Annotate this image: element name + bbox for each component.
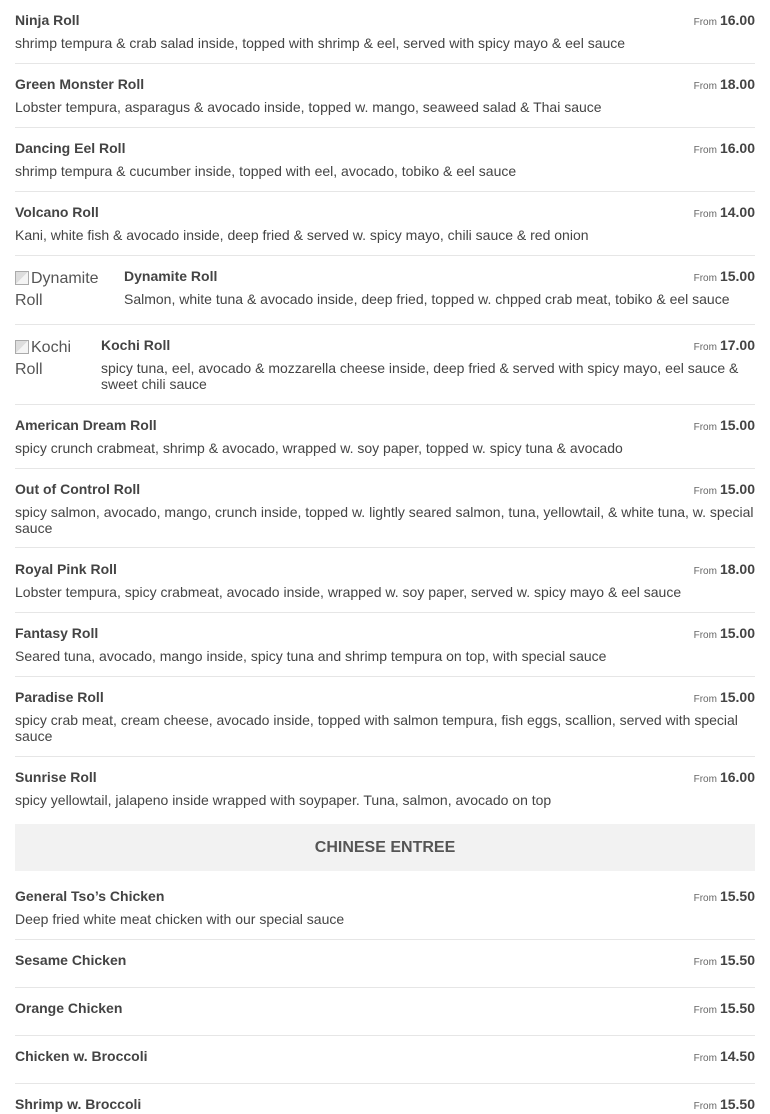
item-price bbox=[694, 12, 755, 28]
price-prefix: From bbox=[693, 422, 717, 433]
item-name: Volcano Roll bbox=[15, 204, 99, 220]
price-prefix: From bbox=[693, 893, 717, 904]
price-value: 15.00 bbox=[719, 268, 755, 284]
item-description: Deep fried white meat chicken with our special sauce bbox=[15, 911, 345, 927]
image-alt-text: Dynamite Roll bbox=[15, 270, 99, 309]
item-name: Out of Control Roll bbox=[15, 481, 141, 497]
menu-item[interactable] bbox=[15, 1092, 755, 1114]
menu-item[interactable] bbox=[15, 413, 755, 468]
item-price bbox=[694, 952, 755, 968]
menu-item[interactable] bbox=[15, 685, 755, 755]
item-name: Royal Pink Roll bbox=[15, 561, 117, 577]
price-value: 18.00 bbox=[719, 76, 755, 92]
item-description: Seared tuna, avocado, mango inside, spicy tuna and shrimp tempura on top, with special sauce bbox=[15, 648, 607, 664]
price-prefix: From bbox=[693, 17, 717, 28]
item-name: Shrimp w. Broccoli bbox=[15, 1096, 142, 1112]
price-prefix: From bbox=[693, 1053, 717, 1064]
price-value: 15.00 bbox=[719, 625, 755, 641]
divider bbox=[15, 324, 755, 325]
menu-item[interactable] bbox=[15, 948, 755, 987]
item-price bbox=[694, 140, 755, 156]
item-price bbox=[694, 561, 755, 577]
item-description: Lobster tempura, asparagus & avocado inside, topped w. mango, seaweed salad & Thai sauce bbox=[15, 99, 602, 115]
divider bbox=[15, 676, 755, 677]
item-description: spicy crab meat, cream cheese, avocado inside, topped with salmon tempura, fish eggs, scallion, served with special sauce bbox=[15, 712, 738, 744]
item-price bbox=[694, 1096, 755, 1112]
item-description: spicy tuna, eel, avocado & mozzarella cheese inside, deep fried & served with spicy mayo, eel sauce & sweet chili sauce bbox=[101, 360, 739, 392]
price-prefix: From bbox=[693, 630, 717, 641]
price-prefix: From bbox=[693, 774, 717, 785]
price-prefix: From bbox=[693, 957, 717, 968]
item-image bbox=[15, 337, 90, 381]
price-value: 15.50 bbox=[719, 888, 755, 904]
price-value: 15.50 bbox=[719, 1000, 755, 1016]
price-prefix: From bbox=[693, 694, 717, 705]
item-description: spicy yellowtail, jalapeno inside wrapped with soypaper. Tuna, salmon, avocado on top bbox=[15, 792, 552, 808]
price-prefix: From bbox=[693, 566, 717, 577]
item-price bbox=[694, 1000, 755, 1016]
broken-image-icon bbox=[15, 271, 29, 285]
item-name: Dancing Eel Roll bbox=[15, 140, 126, 156]
price-prefix: From bbox=[693, 209, 717, 220]
menu-item[interactable] bbox=[15, 200, 755, 255]
image-alt-text: Kochi Roll bbox=[15, 339, 72, 378]
menu-item[interactable] bbox=[15, 72, 755, 127]
item-price bbox=[694, 689, 755, 705]
item-name: Chicken w. Broccoli bbox=[15, 1048, 148, 1064]
price-value: 14.50 bbox=[719, 1048, 755, 1064]
item-name: Dynamite Roll bbox=[124, 268, 218, 284]
price-value: 16.00 bbox=[719, 140, 755, 156]
price-prefix: From bbox=[693, 81, 717, 92]
menu-item[interactable] bbox=[15, 884, 755, 939]
menu-item[interactable] bbox=[15, 264, 755, 324]
price-prefix: From bbox=[693, 342, 717, 353]
menu-item[interactable] bbox=[15, 8, 755, 63]
item-description: shrimp tempura & cucumber inside, topped with eel, avocado, tobiko & eel sauce bbox=[15, 163, 517, 179]
item-name: Orange Chicken bbox=[15, 1000, 123, 1016]
item-description: Kani, white fish & avocado inside, deep fried & served w. spicy mayo, chili sauce & red onion bbox=[15, 227, 589, 243]
item-name: General Tso’s Chicken bbox=[15, 888, 165, 904]
price-value: 16.00 bbox=[719, 12, 755, 28]
item-price bbox=[694, 268, 755, 284]
item-description: shrimp tempura & crab salad inside, topped with shrimp & eel, served with spicy mayo & eel sauce bbox=[15, 35, 626, 51]
menu-item[interactable] bbox=[15, 621, 755, 676]
menu-item[interactable] bbox=[15, 136, 755, 191]
divider bbox=[15, 987, 755, 988]
item-name: Green Monster Roll bbox=[15, 76, 145, 92]
divider bbox=[15, 127, 755, 128]
item-price bbox=[694, 1048, 755, 1064]
price-value: 17.00 bbox=[719, 337, 755, 353]
price-prefix: From bbox=[693, 1005, 717, 1016]
price-value: 15.00 bbox=[719, 689, 755, 705]
broken-image-icon bbox=[15, 340, 29, 354]
price-value: 18.00 bbox=[719, 561, 755, 577]
divider bbox=[15, 1035, 755, 1036]
price-prefix: From bbox=[693, 145, 717, 156]
item-name: Fantasy Roll bbox=[15, 625, 99, 641]
item-image bbox=[15, 268, 110, 312]
item-price bbox=[694, 888, 755, 904]
price-value: 16.00 bbox=[719, 769, 755, 785]
item-price bbox=[694, 769, 755, 785]
menu-item[interactable] bbox=[15, 1044, 755, 1083]
item-name: Sunrise Roll bbox=[15, 769, 97, 785]
item-description: Salmon, white tuna & avocado inside, deep fried, topped w. chpped crab meat, tobiko & eel sauce bbox=[124, 291, 730, 307]
divider bbox=[15, 468, 755, 469]
price-value: 15.00 bbox=[719, 417, 755, 433]
menu-item[interactable] bbox=[15, 996, 755, 1035]
menu-item[interactable] bbox=[15, 557, 755, 612]
price-value: 14.00 bbox=[719, 204, 755, 220]
divider bbox=[15, 191, 755, 192]
item-price bbox=[694, 417, 755, 433]
divider bbox=[15, 404, 755, 405]
item-price bbox=[694, 625, 755, 641]
item-price bbox=[694, 204, 755, 220]
menu-item[interactable] bbox=[15, 477, 755, 547]
price-prefix: From bbox=[693, 486, 717, 497]
price-value: 15.50 bbox=[719, 1096, 755, 1112]
item-price bbox=[694, 76, 755, 92]
item-name: American Dream Roll bbox=[15, 417, 157, 433]
divider bbox=[15, 756, 755, 757]
price-prefix: From bbox=[693, 1101, 717, 1112]
item-name: Sesame Chicken bbox=[15, 952, 127, 968]
divider bbox=[15, 612, 755, 613]
price-prefix: From bbox=[693, 273, 717, 284]
divider bbox=[15, 1083, 755, 1084]
divider bbox=[15, 63, 755, 64]
item-name: Kochi Roll bbox=[101, 337, 171, 353]
price-value: 15.00 bbox=[719, 481, 755, 497]
item-price bbox=[694, 481, 755, 497]
menu-item[interactable] bbox=[15, 765, 755, 815]
item-description: spicy crunch crabmeat, shrimp & avocado, wrapped w. soy paper, topped w. spicy tuna & avocado bbox=[15, 440, 623, 456]
item-name: Paradise Roll bbox=[15, 689, 104, 705]
menu-item[interactable] bbox=[15, 333, 755, 404]
section-header-chinese-entree: CHINESE ENTREE bbox=[15, 824, 755, 871]
item-description: spicy salmon, avocado, mango, crunch inside, topped w. lightly seared salmon, tuna, yellowtail, & white tuna, w. special sauce bbox=[15, 504, 754, 536]
price-value: 15.50 bbox=[719, 952, 755, 968]
divider bbox=[15, 547, 755, 548]
item-description: Lobster tempura, spicy crabmeat, avocado inside, wrapped w. soy paper, served w. spicy mayo & eel sauce bbox=[15, 584, 682, 600]
item-price bbox=[694, 337, 755, 353]
divider bbox=[15, 255, 755, 256]
divider bbox=[15, 939, 755, 940]
item-name: Ninja Roll bbox=[15, 12, 80, 28]
